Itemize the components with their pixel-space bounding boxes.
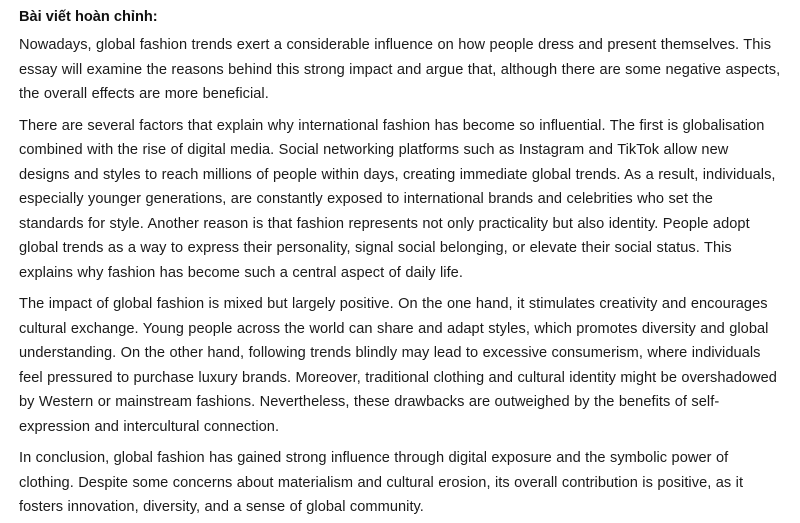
- essay-heading: Bài viết hoàn chỉnh:: [19, 9, 158, 25]
- paragraph-conclusion: In conclusion, global fashion has gained strong influence through digital exposure and the symbolic power of clothing. Despite some concerns about materialism and cultural erosion, its overall contribution is positive, as it fosters innovation, diversity, and a sense of global community.: [19, 450, 744, 515]
- paragraph-introduction: Nowadays, global fashion trends exert a considerable influence on how people dress and present themselves. This essay will examine the reasons behind this strong impact and argue that, although there are some negative aspects, the overall effects are more beneficial.: [19, 37, 781, 102]
- paragraph-impact: The impact of global fashion is mixed but largely positive. On the one hand, it stimulates creativity and encourages cultural exchange. Young people across the world can share and adapt styles, which promotes diversity and global understanding. On the other hand, following trends blindly may lead to excessive consumerism, where individuals feel pressured to purchase luxury brands. Moreover, traditional clothing and cultural identity might be overshadowed by Western or mainstream fashions. Nevertheless, these drawbacks are outweighed by the benefits of self-expression and intercultural connection.: [19, 296, 777, 435]
- paragraph-reasons: There are several factors that explain why international fashion has become so influential. The first is globalisation combined with the rise of digital media. Social networking platforms such as Instagram and TikTok allow new designs and styles to reach millions of people within days, creating immediate global trends. As a result, individuals, especially younger generations, are constantly exposed to international brands and celebrities who set the standards for style. Another reason is that fashion represents not only practicality but also identity. People adopt global trends as a way to express their personality, signal social belonging, or elevate their social status. This explains why fashion has become such a central aspect of daily life.: [19, 117, 776, 281]
